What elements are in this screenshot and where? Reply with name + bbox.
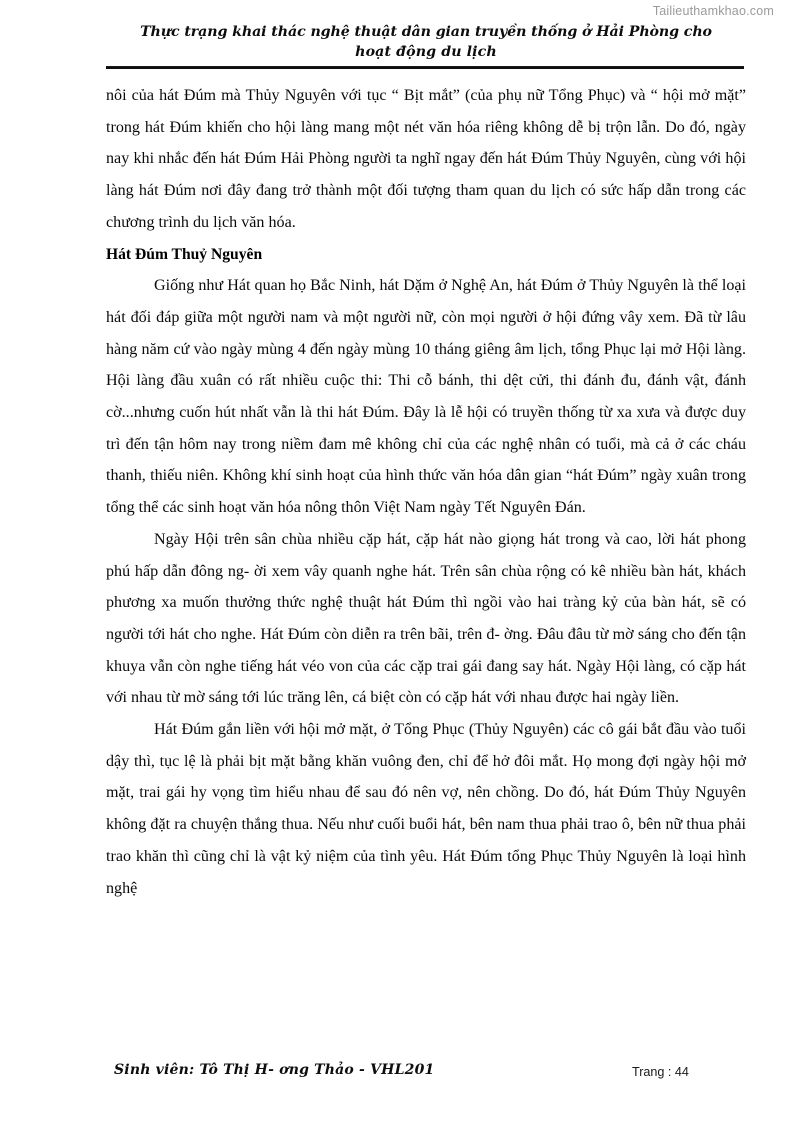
watermark-text: Tailieuthamkhao.com [652, 4, 774, 18]
header-title-line-1: Thực trạng khai thác nghệ thuật dân gian truyền thống ở Hải Phòng cho [140, 24, 712, 40]
header-divider-rule [106, 66, 744, 69]
document-body [106, 80, 746, 904]
footer-author-text: Sinh viên: Tô Thị H- ơng Thảo - VHL201 [114, 1062, 435, 1078]
section-heading: Hát Đúm Thuỷ Nguyên [106, 245, 263, 263]
header-title-line-2: hoạt động du lịch [355, 44, 497, 60]
body-paragraph: Giống như Hát quan họ Bắc Ninh, hát Dặm ở Nghệ An, hát Đúm ở Thủy Nguyên là thể loại hát đối đáp giữa một người nam và một người nữ, còn mọi người ở hội đứng vây xem. Đã từ lâu hàng năm cứ vào ngày mùng 4 đến ngày mùng 10 tháng giêng âm lịch, tổng Phục lại mở Hội làng. Hội làng đầu xuân có rất nhiều cuộc thi: Thi cỗ bánh, thi dệt cửi, thi đánh đu, đánh vật, đánh cờ...nhưng cuốn hút nhất vẫn là thi hát Đúm. Đây là lễ hội có truyền thống từ xa xưa và được duy trì đến tận hôm nay trong niềm đam mê không chỉ của các nghệ nhân có tuổi, mà cả ở các cháu thanh, thiếu niên. Không khí sinh hoạt của hình thức văn hóa dân gian “hát Đúm” ngày xuân trong tổng thể các sinh hoạt văn hóa nông thôn Việt Nam ngày Tết Nguyên Đán. [106, 277, 746, 517]
body-paragraph: nôi của hát Đúm mà Thủy Nguyên với tục “ Bịt mắt” (của phụ nữ Tổng Phục) và “ hội mở mặt” trong hát Đúm khiến cho hội làng mang một nét văn hóa riêng không dễ bị trộn lẫn. Do đó, ngày nay khi nhắc đến hát Đúm Hải Phòng người ta nghĩ ngay đến hát Đúm Thủy Nguyên, cùng với hội làng hát Đúm nơi đây đang trở thành một đối tượng tham quan du lịch có sức hấp dẫn trong các chương trình du lịch văn hóa. [106, 87, 746, 231]
body-paragraph: Ngày Hội trên sân chùa nhiều cặp hát, cặp hát nào giọng hát trong và cao, lời hát phong phú hấp dẫn đông ng- ời xem vây quanh nghe hát. Trên sân chùa rộng có kê nhiều bàn hát, khách phương xa muốn thưởng thức nghệ thuật hát Đúm thì ngồi vào hai tràng kỷ của bàn hát, sẽ có người tới hát cho nghe. Hát Đúm còn diễn ra trên bãi, trên đ- ờng. Đâu đâu từ mờ sáng cho đến tận khuya vẫn còn nghe tiếng hát véo von của các cặp trai gái đang say hát. Ngày Hội làng, có cặp hát với nhau từ mờ sáng tới lúc trăng lên, cá biệt còn có cặp hát với nhau được hai ngày liền. [106, 530, 746, 707]
page-header [106, 22, 746, 62]
page-footer [0, 1062, 794, 1102]
body-paragraph: Hát Đúm gắn liền với hội mở mặt, ở Tổng Phục (Thủy Nguyên) các cô gái bắt đầu vào tuổi dậy thì, tục lệ là phải bịt mặt bằng khăn vuông đen, chỉ để hở đôi mắt. Họ mong đợi ngày hội mở mặt, trai gái hy vọng tìm hiểu nhau để sau đó nên vợ, nên chồng. Do đó, hát Đúm Thủy Nguyên không đặt ra chuyện thắng thua. Nếu như cuối buổi hát, bên nam thua phải trao ô, bên nữ thua phải trao khăn thì cũng chỉ là vật kỷ niệm của tình yêu. Hát Đúm tổng Phục Thủy Nguyên là loại hình nghệ [106, 721, 746, 897]
footer-page-number: Trang : 44 [632, 1065, 689, 1079]
